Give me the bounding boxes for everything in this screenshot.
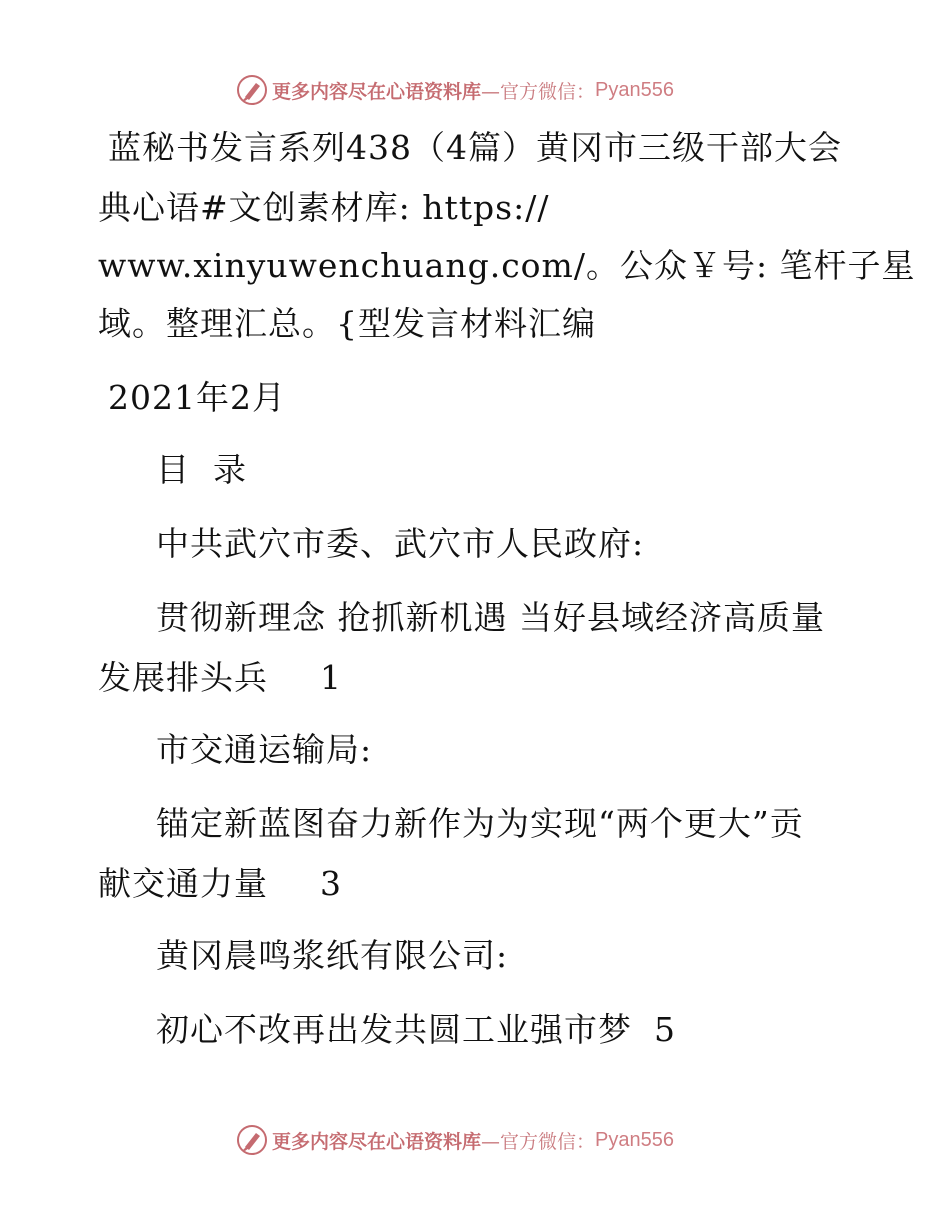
watermark-main-text: 更多内容尽在心语资料库 bbox=[272, 1130, 482, 1153]
toc-entry-3-org: 黄冈晨鸣浆纸有限公司: bbox=[156, 936, 509, 975]
title-line-3: www.xinyuwenchuang.com/。公众￥号: 笔杆子星 bbox=[98, 246, 916, 285]
pen-nib-logo-icon bbox=[236, 1124, 268, 1156]
watermark-sub-text: —官方微信： bbox=[481, 80, 596, 103]
footer-watermark bbox=[236, 1122, 674, 1158]
header-watermark bbox=[236, 72, 674, 108]
toc-entry-1-org: 中共武穴市委、武穴市人民政府: bbox=[156, 524, 645, 563]
watermark-wechat-id: Pyan556 bbox=[595, 78, 674, 101]
title-line-1: 蓝秘书发言系列438（4篇）黄冈市三级干部大会 bbox=[108, 128, 842, 167]
watermark-sub-text: —官方微信： bbox=[481, 1130, 596, 1153]
toc-entry-2-page: 3 bbox=[320, 864, 341, 903]
watermark-main-text: 更多内容尽在心语资料库 bbox=[272, 80, 482, 103]
watermark-wechat-id: Pyan556 bbox=[595, 1128, 674, 1151]
toc-heading: 目 录 bbox=[156, 450, 247, 489]
toc-entry-1-title-line2: 发展排头兵 bbox=[98, 658, 268, 697]
title-line-2: 典心语#文创素材库: https:// bbox=[98, 188, 550, 227]
title-line-4: 域。整理汇总。{型发言材料汇编 bbox=[98, 304, 596, 343]
toc-entry-1-title-line1: 贯彻新理念 抢抓新机遇 当好县域经济高质量 bbox=[156, 598, 825, 637]
toc-entry-2-title-line1: 锚定新蓝图奋力新作为为实现“两个更大”贡 bbox=[156, 804, 804, 843]
toc-entry-1-page: 1 bbox=[320, 658, 341, 697]
toc-entry-3-page: 5 bbox=[654, 1010, 675, 1049]
document-date: 2021年2月 bbox=[108, 378, 286, 417]
toc-entry-2-title-line2: 献交通力量 bbox=[98, 864, 268, 903]
pen-nib-logo-icon bbox=[236, 74, 268, 106]
toc-entry-2-org: 市交通运输局: bbox=[156, 730, 373, 769]
toc-entry-3-title: 初心不改再出发共圆工业强市梦 bbox=[156, 1010, 632, 1049]
